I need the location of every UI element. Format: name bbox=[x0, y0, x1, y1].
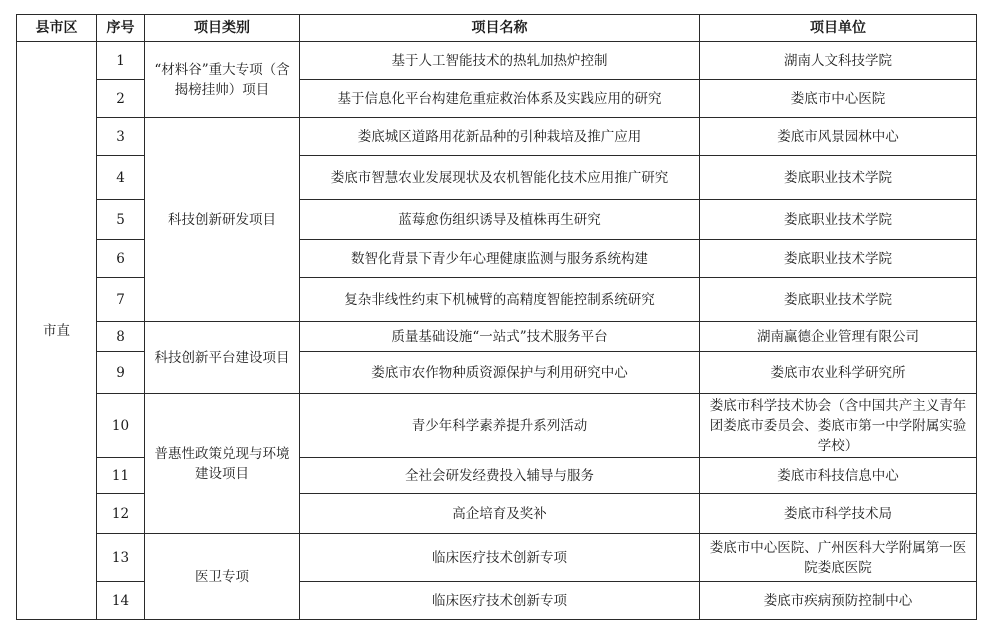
index-cell: 2 bbox=[97, 80, 145, 118]
project-unit-cell: 娄底职业技术学院 bbox=[700, 240, 977, 278]
table-row bbox=[17, 118, 977, 156]
index-cell: 11 bbox=[97, 458, 145, 494]
project-name-cell: 临床医疗技术创新专项 bbox=[300, 534, 700, 582]
project-unit-cell: 娄底职业技术学院 bbox=[700, 200, 977, 240]
project-unit-cell: 娄底职业技术学院 bbox=[700, 156, 977, 200]
category-cell: 普惠性政策兑现与环境建设项目 bbox=[145, 394, 300, 534]
table-row bbox=[17, 394, 977, 458]
index-cell: 7 bbox=[97, 278, 145, 322]
header-name: 项目名称 bbox=[300, 15, 700, 42]
category-cell: “材料谷”重大专项（含揭榜挂帅）项目 bbox=[145, 42, 300, 118]
table-row bbox=[17, 322, 977, 352]
index-cell: 13 bbox=[97, 534, 145, 582]
header-category: 项目类别 bbox=[145, 15, 300, 42]
index-cell: 8 bbox=[97, 322, 145, 352]
project-name-cell: 青少年科学素养提升系列活动 bbox=[300, 394, 700, 458]
project-name-cell: 娄底市智慧农业发展现状及农机智能化技术应用推广研究 bbox=[300, 156, 700, 200]
project-unit-cell: 娄底市风景园林中心 bbox=[700, 118, 977, 156]
header-unit: 项目单位 bbox=[700, 15, 977, 42]
project-table-container bbox=[16, 14, 977, 620]
project-unit-cell: 娄底市科学技术协会（含中国共产主义青年团娄底市委员会、娄底市第一中学附属实验学校） bbox=[700, 394, 977, 458]
project-table bbox=[16, 14, 977, 620]
project-unit-cell: 娄底市科技信息中心 bbox=[700, 458, 977, 494]
header-row bbox=[17, 15, 977, 42]
index-cell: 4 bbox=[97, 156, 145, 200]
project-name-cell: 数智化背景下青少年心理健康监测与服务系统构建 bbox=[300, 240, 700, 278]
project-name-cell: 娄底城区道路用花新品种的引种栽培及推广应用 bbox=[300, 118, 700, 156]
table-row bbox=[17, 42, 977, 80]
project-unit-cell: 娄底市疾病预防控制中心 bbox=[700, 582, 977, 620]
project-unit-cell: 娄底市农业科学研究所 bbox=[700, 352, 977, 394]
header-index: 序号 bbox=[97, 15, 145, 42]
index-cell: 9 bbox=[97, 352, 145, 394]
category-cell: 医卫专项 bbox=[145, 534, 300, 620]
index-cell: 12 bbox=[97, 494, 145, 534]
project-name-cell: 高企培育及奖补 bbox=[300, 494, 700, 534]
index-cell: 1 bbox=[97, 42, 145, 80]
project-name-cell: 全社会研发经费投入辅导与服务 bbox=[300, 458, 700, 494]
index-cell: 5 bbox=[97, 200, 145, 240]
project-name-cell: 质量基础设施“一站式”技术服务平台 bbox=[300, 322, 700, 352]
project-unit-cell: 湖南赢德企业管理有限公司 bbox=[700, 322, 977, 352]
project-name-cell: 基于人工智能技术的热轧加热炉控制 bbox=[300, 42, 700, 80]
project-name-cell: 基于信息化平台构建危重症救治体系及实践应用的研究 bbox=[300, 80, 700, 118]
project-unit-cell: 娄底市中心医院 bbox=[700, 80, 977, 118]
index-cell: 6 bbox=[97, 240, 145, 278]
index-cell: 10 bbox=[97, 394, 145, 458]
project-name-cell: 复杂非线性约束下机械臂的高精度智能控制系统研究 bbox=[300, 278, 700, 322]
county-cell: 市直 bbox=[17, 42, 97, 620]
header-county: 县市区 bbox=[17, 15, 97, 42]
project-unit-cell: 娄底职业技术学院 bbox=[700, 278, 977, 322]
project-unit-cell: 娄底市科学技术局 bbox=[700, 494, 977, 534]
project-unit-cell: 湖南人文科技学院 bbox=[700, 42, 977, 80]
category-cell: 科技创新平台建设项目 bbox=[145, 322, 300, 394]
project-name-cell: 娄底市农作物种质资源保护与利用研究中心 bbox=[300, 352, 700, 394]
category-cell: 科技创新研发项目 bbox=[145, 118, 300, 322]
table-row bbox=[17, 534, 977, 582]
project-name-cell: 临床医疗技术创新专项 bbox=[300, 582, 700, 620]
index-cell: 3 bbox=[97, 118, 145, 156]
project-unit-cell: 娄底市中心医院、广州医科大学附属第一医院娄底医院 bbox=[700, 534, 977, 582]
index-cell: 14 bbox=[97, 582, 145, 620]
project-name-cell: 蓝莓愈伤组织诱导及植株再生研究 bbox=[300, 200, 700, 240]
